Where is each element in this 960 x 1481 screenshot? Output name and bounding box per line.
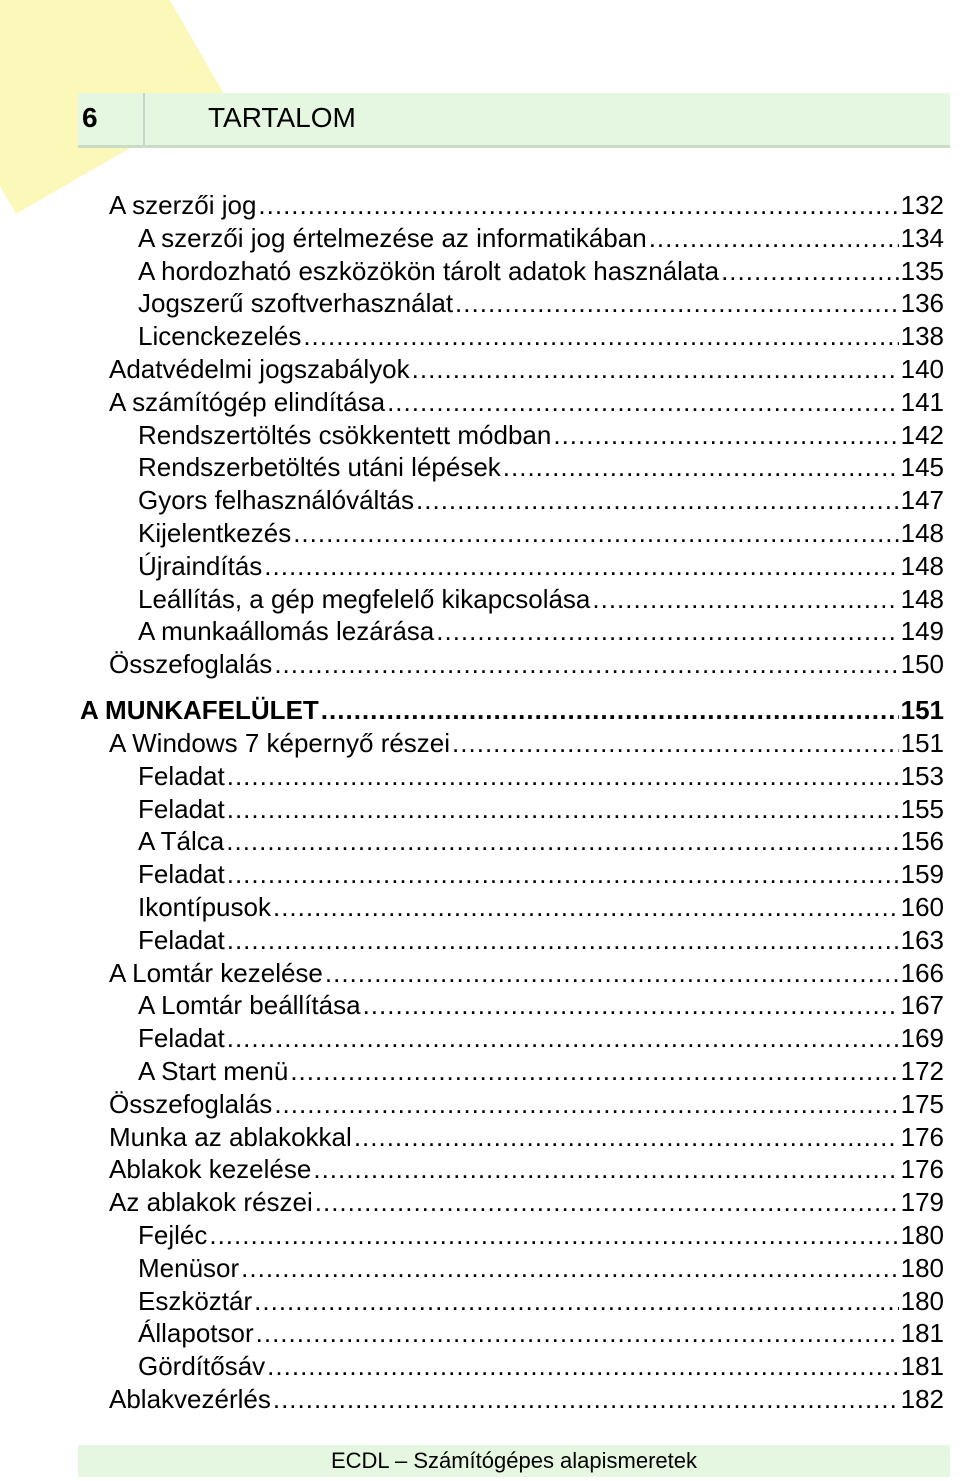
toc-entry[interactable] [0, 957, 944, 990]
toc-entry-title: A szerzői jog értelmezése az informatikában [138, 222, 647, 253]
toc-entry-title: A MUNKAFELÜLET [80, 694, 319, 725]
toc-dot-leader [227, 1022, 899, 1055]
toc-entry[interactable] [0, 1153, 944, 1186]
toc-dot-leader [258, 189, 898, 222]
toc-entry-title: Kijelentkezés [138, 517, 292, 548]
toc-entry-page: 169 [900, 1023, 944, 1054]
toc-dot-leader [227, 760, 899, 793]
toc-entry-title: A munkaállomás lezárása [138, 616, 435, 647]
toc-entry-title: Feladat [138, 793, 225, 824]
toc-entry[interactable] [0, 1252, 944, 1285]
toc-entry[interactable] [0, 1383, 944, 1416]
toc-entry-page: 182 [900, 1383, 944, 1414]
toc-entry-title: Feladat [138, 859, 225, 890]
toc-entry-title: Az ablakok részei [109, 1187, 313, 1218]
toc-entry-page: 148 [900, 583, 944, 614]
toc-entry[interactable] [0, 648, 944, 681]
toc-dot-leader [256, 1317, 899, 1350]
toc-entry-page: 134 [900, 222, 944, 253]
toc-dot-leader [452, 727, 899, 760]
toc-entry[interactable] [0, 451, 944, 484]
toc-entry-page: 156 [900, 826, 944, 857]
toc-entry-title: Feladat [138, 1023, 225, 1054]
toc-entry[interactable] [0, 1317, 944, 1350]
toc-entry[interactable] [0, 793, 944, 826]
toc-entry-title: A Tálca [138, 826, 225, 857]
toc-dot-leader [274, 648, 898, 681]
toc-entry[interactable] [0, 1088, 944, 1121]
toc-dot-leader [436, 615, 898, 648]
toc-entry-page: 180 [900, 1219, 944, 1250]
toc-entry-title: Licenckezelés [138, 321, 302, 352]
toc-entry[interactable] [0, 255, 944, 288]
toc-dot-leader [267, 1350, 898, 1383]
toc-entry-page: 148 [900, 517, 944, 548]
toc-entry[interactable] [0, 727, 944, 760]
toc-entry-title: Munka az ablakokkal [109, 1121, 352, 1152]
toc-entry-title: Menüsor [138, 1252, 240, 1283]
toc-entry-title: Újraindítás [138, 550, 263, 581]
footer-title: ECDL – Számítógépes alapismeretek [330, 1448, 698, 1473]
toc-entry[interactable] [0, 1022, 944, 1055]
toc-entry-page: 155 [900, 793, 944, 824]
toc-entry-page: 140 [900, 353, 944, 384]
page-number: 6 [82, 102, 98, 133]
toc-entry[interactable] [0, 386, 944, 419]
toc-entry-page: 138 [900, 321, 944, 352]
toc-entry-page: 151 [900, 694, 944, 725]
toc-entry-title: Összefoglalás [109, 1088, 273, 1119]
toc-entry-title: Gyors felhasználóváltás [138, 485, 415, 516]
toc-entry[interactable] [0, 583, 944, 616]
toc-entry-page: 153 [900, 760, 944, 791]
toc-entry-title: Összefoglalás [109, 649, 273, 680]
toc-dot-leader [264, 550, 898, 583]
toc-dot-leader [455, 287, 899, 320]
toc-dot-leader [553, 419, 898, 452]
toc-entry[interactable] [0, 353, 944, 386]
toc-entry-title: A szerzői jog [109, 190, 257, 220]
toc-entry-page: 148 [900, 550, 944, 581]
toc-dot-leader [209, 1219, 898, 1252]
toc-entry[interactable] [0, 1285, 944, 1318]
toc-entry-title: Gördítősáv [138, 1351, 266, 1382]
toc-dot-leader [273, 1383, 899, 1416]
toc-entry-page: 172 [900, 1055, 944, 1086]
toc-entry[interactable] [0, 760, 944, 793]
toc-entry-page: 167 [900, 990, 944, 1021]
toc-entry-title: Rendszertöltés csökkentett módban [138, 419, 552, 450]
toc-entry-title: Rendszerbetöltés utáni lépések [138, 452, 501, 483]
toc-entry[interactable] [0, 1055, 944, 1088]
toc-dot-leader [226, 825, 898, 858]
toc-entry[interactable] [0, 989, 944, 1022]
toc-entry-page: 181 [900, 1318, 944, 1349]
toc-dot-leader [313, 1153, 898, 1186]
toc-entry-page: 159 [900, 859, 944, 890]
toc-entry[interactable] [0, 550, 944, 583]
toc-dot-leader [387, 386, 899, 419]
toc-dot-leader [274, 1088, 898, 1121]
toc-entry-page: 166 [900, 957, 944, 988]
toc-entry-page: 151 [900, 727, 944, 758]
toc-entry[interactable] [0, 189, 944, 222]
toc-entry[interactable] [0, 858, 944, 891]
toc-dot-leader [293, 517, 898, 550]
toc-dot-leader [721, 255, 899, 288]
toc-entry-page: 149 [900, 616, 944, 647]
toc-dot-leader [254, 1285, 898, 1318]
toc-entry-page: 160 [900, 891, 944, 922]
toc-entry-title: Ikontípusok [138, 891, 271, 922]
toc-entry-page: 176 [900, 1121, 944, 1152]
toc-entry-title: A Windows 7 képernyő részei [109, 727, 451, 758]
toc-entry-page: 180 [900, 1252, 944, 1283]
toc-entry-title: A Start menü [138, 1055, 289, 1086]
toc-entry-page: 181 [900, 1351, 944, 1382]
toc-entry-title: A Lomtár beállítása [138, 990, 361, 1021]
toc-entry[interactable] [0, 891, 944, 924]
toc-dot-leader [412, 353, 899, 386]
toc-dot-leader [227, 793, 899, 826]
toc-entry[interactable] [0, 320, 944, 353]
toc-entry-title: Jogszerű szoftverhasználat [138, 288, 454, 319]
toc-entry-title: Leállítás, a gép megfelelő kikapcsolása [138, 583, 591, 614]
toc-entry[interactable] [0, 517, 944, 550]
toc-entry-page: 176 [900, 1154, 944, 1185]
toc-entry-title: Feladat [138, 924, 225, 955]
toc-entry-title: Eszköztár [138, 1285, 253, 1316]
toc-entry[interactable] [0, 1350, 944, 1383]
toc-dot-leader [273, 891, 899, 924]
toc-entry[interactable] [0, 484, 944, 517]
toc-entry[interactable] [0, 287, 944, 320]
toc-entry-page: 163 [900, 924, 944, 955]
toc-entry-page: 141 [900, 386, 944, 417]
toc-entry-title: A Lomtár kezelése [109, 957, 323, 988]
toc-entry-title: Adatvédelmi jogszabályok [109, 353, 410, 384]
toc-entry-title: Fejléc [138, 1219, 208, 1250]
toc-entry-title: Ablakok kezelése [109, 1154, 312, 1185]
toc-dot-leader [649, 222, 899, 255]
toc-entry-page: 150 [900, 649, 944, 680]
toc-dot-leader [321, 693, 899, 727]
toc-entry-title: A hordozható eszközökön tárolt adatok használata [138, 255, 720, 286]
toc-entry-page: 175 [900, 1088, 944, 1119]
toc-entry-page: 179 [900, 1187, 944, 1218]
toc-dot-leader [227, 924, 899, 957]
toc-entry-title: Feladat [138, 760, 225, 791]
toc-entry[interactable] [0, 1186, 944, 1219]
toc-entry-page: 132 [900, 190, 944, 220]
toc-dot-leader [592, 583, 898, 616]
toc-entry[interactable] [0, 825, 944, 858]
header-divider [143, 93, 145, 145]
table-of-contents [0, 189, 960, 1416]
toc-dot-leader [503, 451, 899, 484]
header-band-shadow [78, 145, 950, 148]
toc-entry-page: 142 [900, 419, 944, 450]
toc-entry[interactable] [0, 1219, 944, 1252]
toc-dot-leader [416, 484, 899, 517]
toc-entry-page: 136 [900, 288, 944, 319]
toc-dot-leader [241, 1252, 898, 1285]
page-title: TARTALOM [208, 102, 356, 133]
toc-dot-leader [303, 320, 898, 353]
toc-dot-leader [315, 1186, 899, 1219]
toc-dot-leader [354, 1121, 899, 1154]
toc-entry[interactable] [0, 1121, 944, 1154]
toc-entry[interactable] [0, 924, 944, 957]
toc-dot-leader [363, 989, 899, 1022]
toc-entry[interactable] [0, 419, 944, 452]
toc-dot-leader [325, 957, 899, 990]
toc-entry-title: Állapotsor [138, 1318, 254, 1349]
toc-entry-title: A számítógép elindítása [109, 386, 386, 417]
toc-entry[interactable] [0, 222, 944, 255]
toc-entry-page: 147 [900, 485, 944, 516]
toc-dot-leader [227, 858, 899, 891]
toc-entry-page: 135 [900, 255, 944, 286]
toc-dot-leader [290, 1055, 898, 1088]
toc-entry[interactable] [0, 615, 944, 648]
toc-entry-page: 180 [900, 1285, 944, 1316]
toc-entry-title: Ablakvezérlés [109, 1383, 271, 1414]
toc-entry-page: 145 [900, 452, 944, 483]
toc-entry[interactable] [0, 693, 944, 727]
